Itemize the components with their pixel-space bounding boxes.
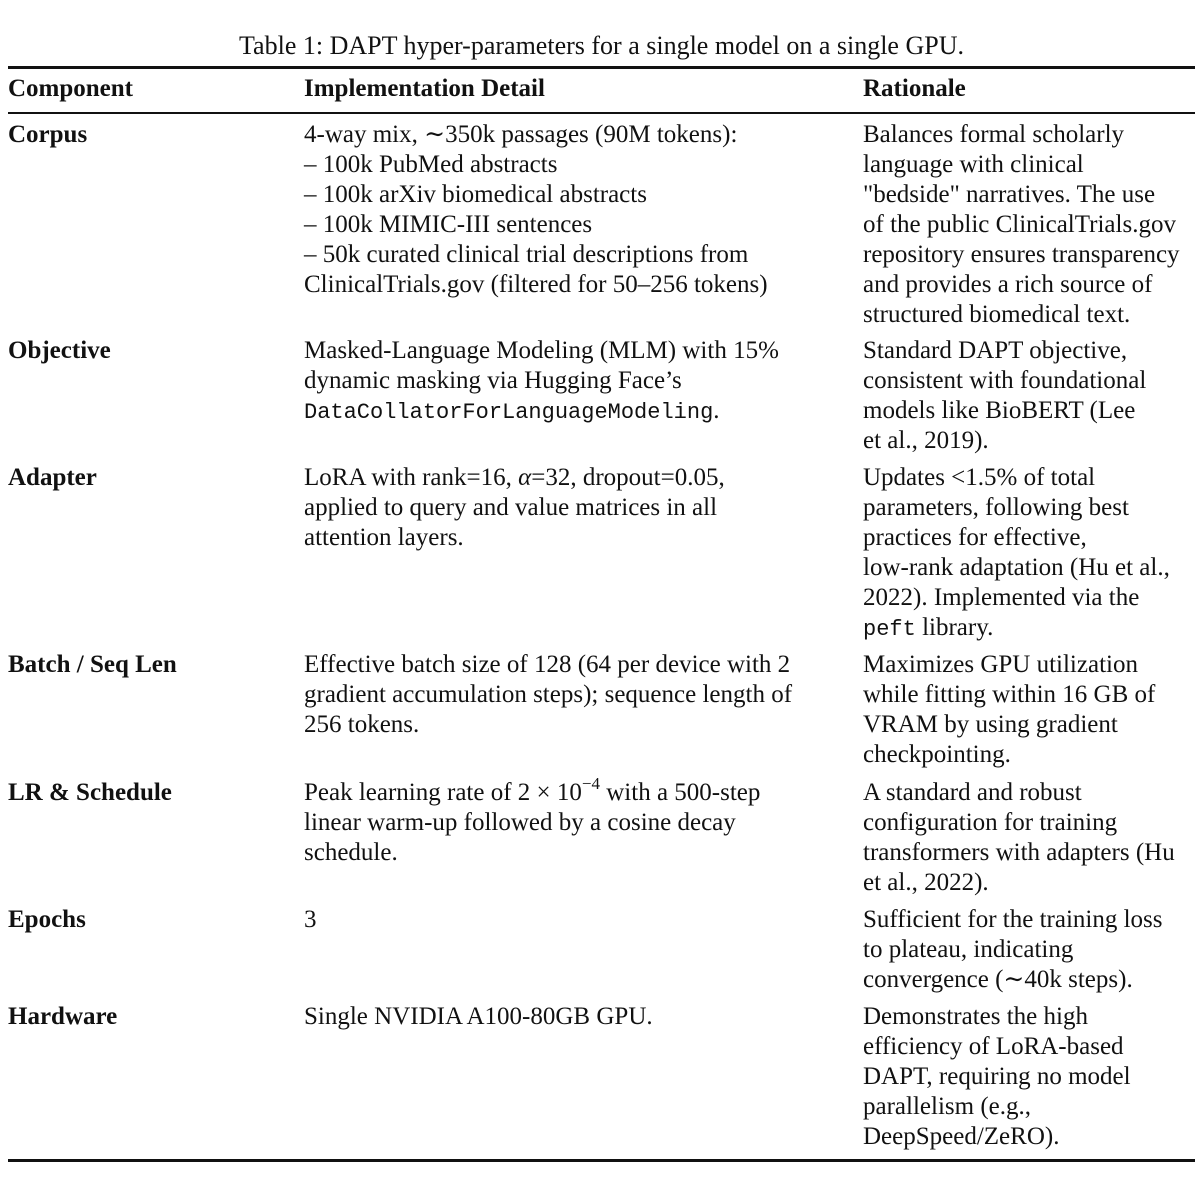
rationale-line: Maximizes GPU utilization: [863, 651, 1138, 678]
rationale-line: parallelism (e.g.,: [863, 1093, 1031, 1120]
rationale-line: configuration for training: [863, 809, 1118, 836]
rationale-line: Standard DAPT objective,: [863, 337, 1128, 364]
detail-line: – 50k curated clinical trial descriptions from: [304, 241, 749, 268]
component-cell: Objective: [8, 337, 111, 364]
header-rationale: Rationale: [863, 75, 966, 102]
rationale-line: language with clinical: [863, 151, 1084, 178]
rationale-line: Demonstrates the high: [863, 1003, 1088, 1030]
header-component: Component: [8, 75, 134, 102]
detail-line: [304, 463, 849, 493]
rationale-cell: [863, 778, 1203, 898]
detail-cell: [304, 1002, 849, 1032]
exponent: −4: [581, 774, 600, 793]
detail-line: 3: [304, 906, 317, 933]
code-library-name: peft: [863, 617, 916, 642]
detail-line: schedule.: [304, 839, 398, 866]
rationale-line: Sufficient for the training loss: [863, 906, 1163, 933]
rationale-cell: [863, 905, 1203, 995]
detail-text: with a 500-step: [600, 779, 761, 806]
rationale-line: low-rank adaptation (Hu et al.,: [863, 554, 1170, 581]
detail-line: linear warm-up followed by a cosine decay: [304, 809, 736, 836]
rationale-line: "bedside" narratives. The use: [863, 181, 1156, 208]
detail-line: 256 tokens.: [304, 711, 420, 738]
rationale-text: library.: [915, 614, 994, 641]
rationale-line: of the public ClinicalTrials.gov: [863, 211, 1176, 238]
rationale-line: DeepSpeed/ZeRO).: [863, 1123, 1060, 1150]
component-cell: Epochs: [8, 906, 86, 933]
table-header-rule: [8, 112, 1195, 114]
detail-line: [304, 396, 849, 428]
rationale-line: repository ensures transparency: [863, 241, 1180, 268]
rationale-line: 2022). Implemented via the: [863, 584, 1140, 611]
table-top-rule: [8, 66, 1195, 69]
code-class-name: DataCollatorForLanguageModeling: [304, 400, 714, 425]
rationale-line: practices for effective,: [863, 524, 1087, 551]
detail-line: attention layers.: [304, 524, 464, 551]
rationale-line: transformers with adapters (Hu: [863, 839, 1175, 866]
detail-line: Effective batch size of 128 (64 per device with 2: [304, 651, 791, 678]
detail-line: – 100k PubMed abstracts: [304, 151, 558, 178]
rationale-line: et al., 2022).: [863, 869, 989, 896]
detail-text: LoRA with rank=16,: [304, 464, 519, 491]
detail-line: ClinicalTrials.gov (filtered for 50–256 tokens): [304, 271, 768, 298]
rationale-line: while fitting within 16 GB of: [863, 681, 1156, 708]
detail-punct: .: [713, 397, 720, 424]
rationale-line: Updates <1.5% of total: [863, 464, 1096, 491]
rationale-line: Balances formal scholarly: [863, 121, 1125, 148]
rationale-line: A standard and robust: [863, 779, 1082, 806]
rationale-cell: [863, 650, 1203, 770]
rationale-cell: [863, 463, 1203, 645]
header-implementation-detail: Implementation Detail: [304, 75, 545, 102]
detail-line: 4-way mix, ∼350k passages (90M tokens):: [304, 121, 738, 148]
detail-text: Peak learning rate of 2 × 10: [304, 779, 582, 806]
component-cell: LR & Schedule: [8, 779, 172, 806]
rationale-cell: [863, 1002, 1203, 1152]
rationale-line: convergence (∼40k steps).: [863, 966, 1133, 993]
rationale-cell: [863, 336, 1203, 456]
detail-line: dynamic masking via Hugging Face’s: [304, 367, 682, 394]
detail-line: Masked-Language Modeling (MLM) with 15%: [304, 337, 779, 364]
detail-cell: [304, 905, 849, 935]
table-bottom-rule: [8, 1159, 1195, 1162]
rationale-line: consistent with foundational: [863, 367, 1147, 394]
component-cell: Corpus: [8, 121, 88, 148]
detail-cell: [304, 774, 849, 868]
rationale-line: efficiency of LoRA-based: [863, 1033, 1124, 1060]
component-cell: Adapter: [8, 464, 97, 491]
rationale-line: et al., 2019).: [863, 427, 989, 454]
rationale-line: VRAM by using gradient: [863, 711, 1118, 738]
detail-line: – 100k arXiv biomedical abstracts: [304, 181, 647, 208]
rationale-line: structured biomedical text.: [863, 301, 1131, 328]
rationale-line: and provides a rich source of: [863, 271, 1153, 298]
detail-line: – 100k MIMIC-III sentences: [304, 211, 593, 238]
detail-line: applied to query and value matrices in all: [304, 494, 718, 521]
table-caption: Table 1: DAPT hyper-parameters for a single model on a single GPU.: [238, 31, 964, 60]
detail-cell: [304, 120, 849, 300]
rationale-line: models like BioBERT (Lee: [863, 397, 1136, 424]
detail-cell: [304, 650, 849, 740]
rationale-line: [863, 613, 1203, 645]
detail-line: gradient accumulation steps); sequence length of: [304, 681, 793, 708]
alpha-symbol: α: [518, 464, 532, 491]
detail-line: Single NVIDIA A100-80GB GPU.: [304, 1003, 653, 1030]
component-cell: Hardware: [8, 1003, 118, 1030]
rationale-line: DAPT, requiring no model: [863, 1063, 1131, 1090]
component-cell: Batch / Seq Len: [8, 651, 177, 678]
rationale-cell: [863, 120, 1203, 330]
detail-text: =32, dropout=0.05,: [531, 464, 725, 491]
rationale-line: parameters, following best: [863, 494, 1129, 521]
rationale-line: to plateau, indicating: [863, 936, 1074, 963]
rationale-line: checkpointing.: [863, 741, 1011, 768]
detail-cell: [304, 336, 849, 428]
detail-cell: [304, 463, 849, 553]
detail-line: [304, 774, 849, 808]
